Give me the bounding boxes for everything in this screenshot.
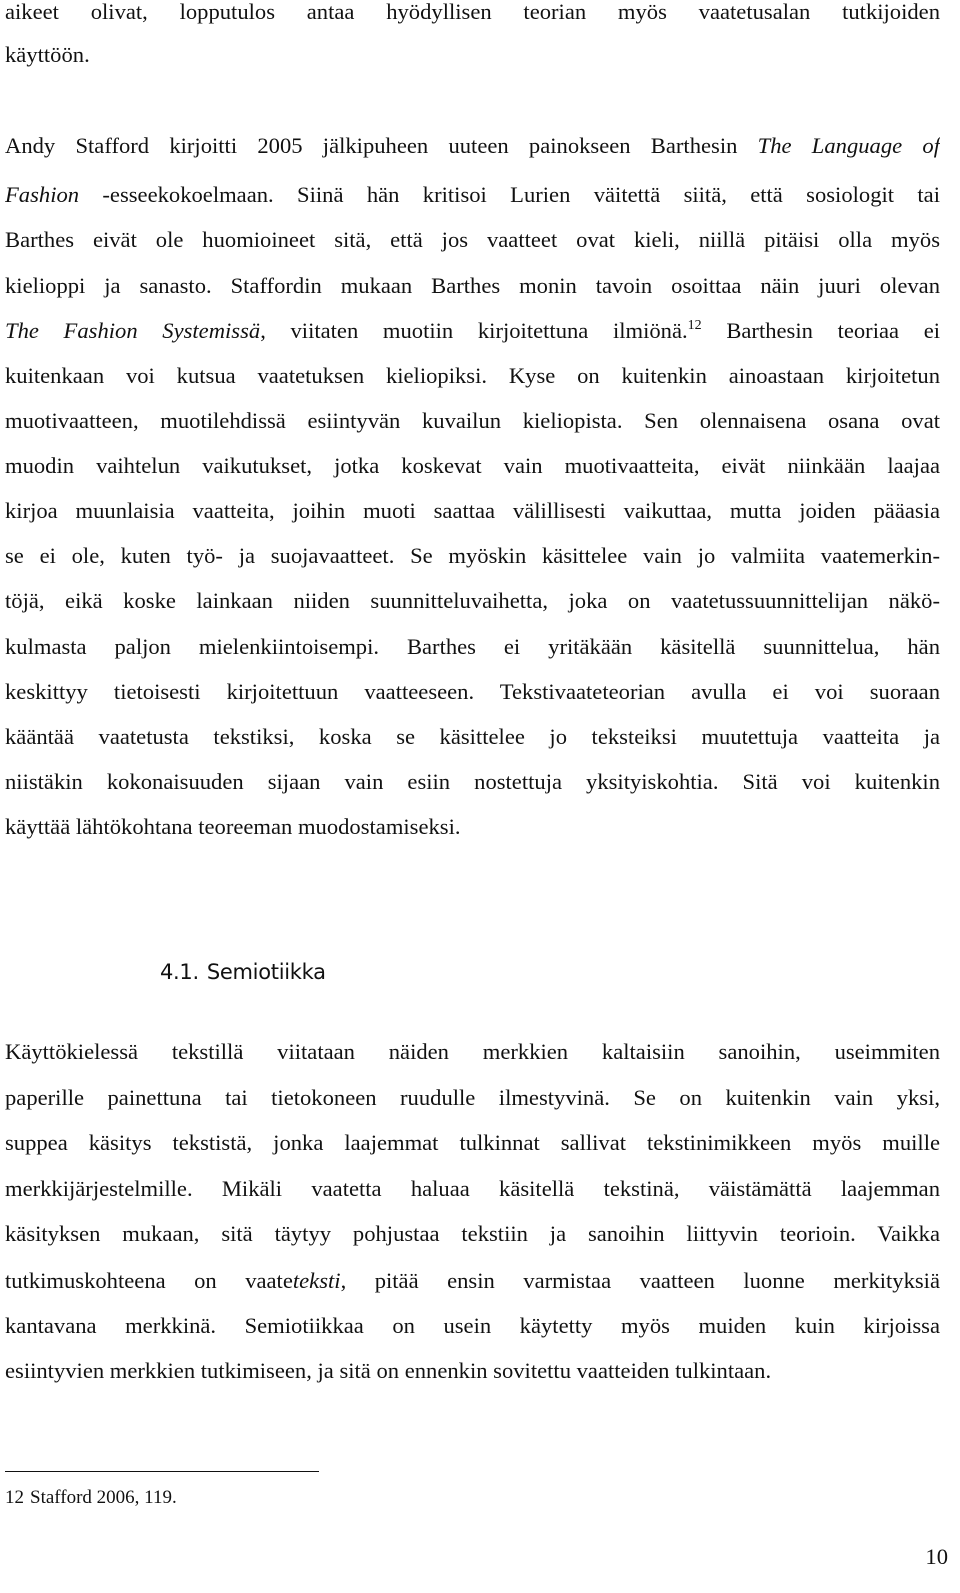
footnote-text: Stafford 2006, 119. [30, 1487, 177, 1508]
text-line: kuitenkaan voi kutsua vaatetuksen kieliopiksi. Kyse on kuitenkin ainoastaan kirjoitetun [5, 363, 940, 388]
text-run: , pitää ensin varmistaa vaatteen luonne merkityksiä [340, 1268, 940, 1293]
text-line [5, 316, 940, 346]
book-title: The Fashion Systemissä [5, 318, 261, 343]
text-line [5, 180, 940, 210]
text-line: töjä, eikä koske lainkaan niiden suunnitteluvaihetta, joka on vaatetussuunnittelijan näkö- [5, 588, 940, 613]
text-run: Barthesin teoriaa ei [701, 318, 940, 343]
text-run: Andy Stafford kirjoitti 2005 jälkipuheen uuteen painokseen Barthesin [5, 133, 758, 158]
text-line [5, 131, 940, 161]
text-line: esiintyvien merkkien tutkimiseen, ja sitä on ennenkin sovitettu vaatteiden tulkintaan. [5, 1358, 772, 1383]
footnote [5, 1485, 177, 1511]
footnote-number: 12 [5, 1487, 24, 1508]
text-run: tutkimuskohteena on vaate [5, 1268, 293, 1293]
book-title: The Language of [757, 133, 940, 158]
footnote-reference: 12 [687, 318, 702, 333]
text-line: kulmasta paljon mielenkiintoisempi. Barthes ei yritäkään käsitellä suunnittelua, hän [5, 634, 940, 659]
text-line: aikeet olivat, lopputulos antaa hyödyllisen teorian myös vaatetusalan tutkijoiden [5, 0, 940, 24]
text-line: paperille painettuna tai tietokoneen ruudulle ilmestyvinä. Se on kuitenkin vain yksi, [5, 1085, 940, 1110]
section-number: 4.1. [160, 960, 199, 984]
text-line [5, 1266, 940, 1296]
section-heading [160, 957, 326, 987]
text-line: käyttöön. [5, 42, 90, 67]
text-line: suppea käsitys tekstistä, jonka laajemmat tulkinnat sallivat tekstinimikkeen myös muille [5, 1130, 940, 1155]
text-line: käsityksen mukaan, sitä täytyy pohjustaa tekstiin ja sanoihin liittyvin teorioin. Vaikka [5, 1221, 940, 1246]
text-line: se ei ole, kuten työ- ja suojavaatteet. Se myöskin käsittelee vain jo valmiita vaatemerkin- [5, 543, 940, 568]
text-line: kääntää vaatetusta tekstiksi, koska se käsittelee jo teksteiksi muutettuja vaatteita ja [5, 724, 940, 749]
text-line: kirjoa muunlaisia vaatteita, joihin muoti saattaa välillisesti vaikuttaa, mutta joiden pääasia [5, 498, 940, 523]
emphasis-text: teksti [292, 1268, 341, 1293]
text-line: Käyttökielessä tekstillä viitataan näiden merkkien kaltaisiin sanoihin, useimmiten [5, 1039, 940, 1064]
text-line: Barthes eivät ole huomioineet sitä, että jos vaatteet ovat kieli, niillä pitäisi olla myös [5, 227, 940, 252]
text-line: kantavana merkkinä. Semiotiikkaa on usein käytetty myös muiden kuin kirjoissa [5, 1313, 940, 1338]
text-line: niistäkin kokonaisuuden sijaan vain esiin nostettuja yksityiskohtia. Sitä voi kuitenkin [5, 769, 940, 794]
footnote-separator [5, 1471, 319, 1472]
text-line: kielioppi ja sanasto. Staffordin mukaan Barthes monin tavoin osoittaa näin juuri olevan [5, 273, 940, 298]
text-line: keskittyy tietoisesti kirjoitettuun vaatteeseen. Tekstivaateteorian avulla ei voi suoraan [5, 679, 940, 704]
text-line: muodin vaihtelun vaikutukset, jotka koskevat vain muotivaatteita, eivät niinkään laajaa [5, 453, 940, 478]
book-title: Fashion [5, 182, 80, 207]
section-title: Semiotiikka [206, 960, 326, 984]
text-line: muotivaatteen, muotilehdissä esiintyvän kuvailun kieliopista. Sen olennaisena osana ovat [5, 408, 940, 433]
text-run: , viitaten muotiin kirjoitettuna ilmiönä. [260, 318, 688, 343]
text-line: käyttää lähtökohtana teoreeman muodostamiseksi. [5, 814, 461, 839]
text-run: -esseekokoelmaan. Siinä hän kritisoi Lurien väitettä siitä, että sosiologit tai [79, 182, 940, 207]
page-number: 10 [925, 1544, 948, 1569]
text-line: merkkijärjestelmille. Mikäli vaatetta haluaa käsitellä tekstinä, väistämättä laajemman [5, 1176, 940, 1201]
